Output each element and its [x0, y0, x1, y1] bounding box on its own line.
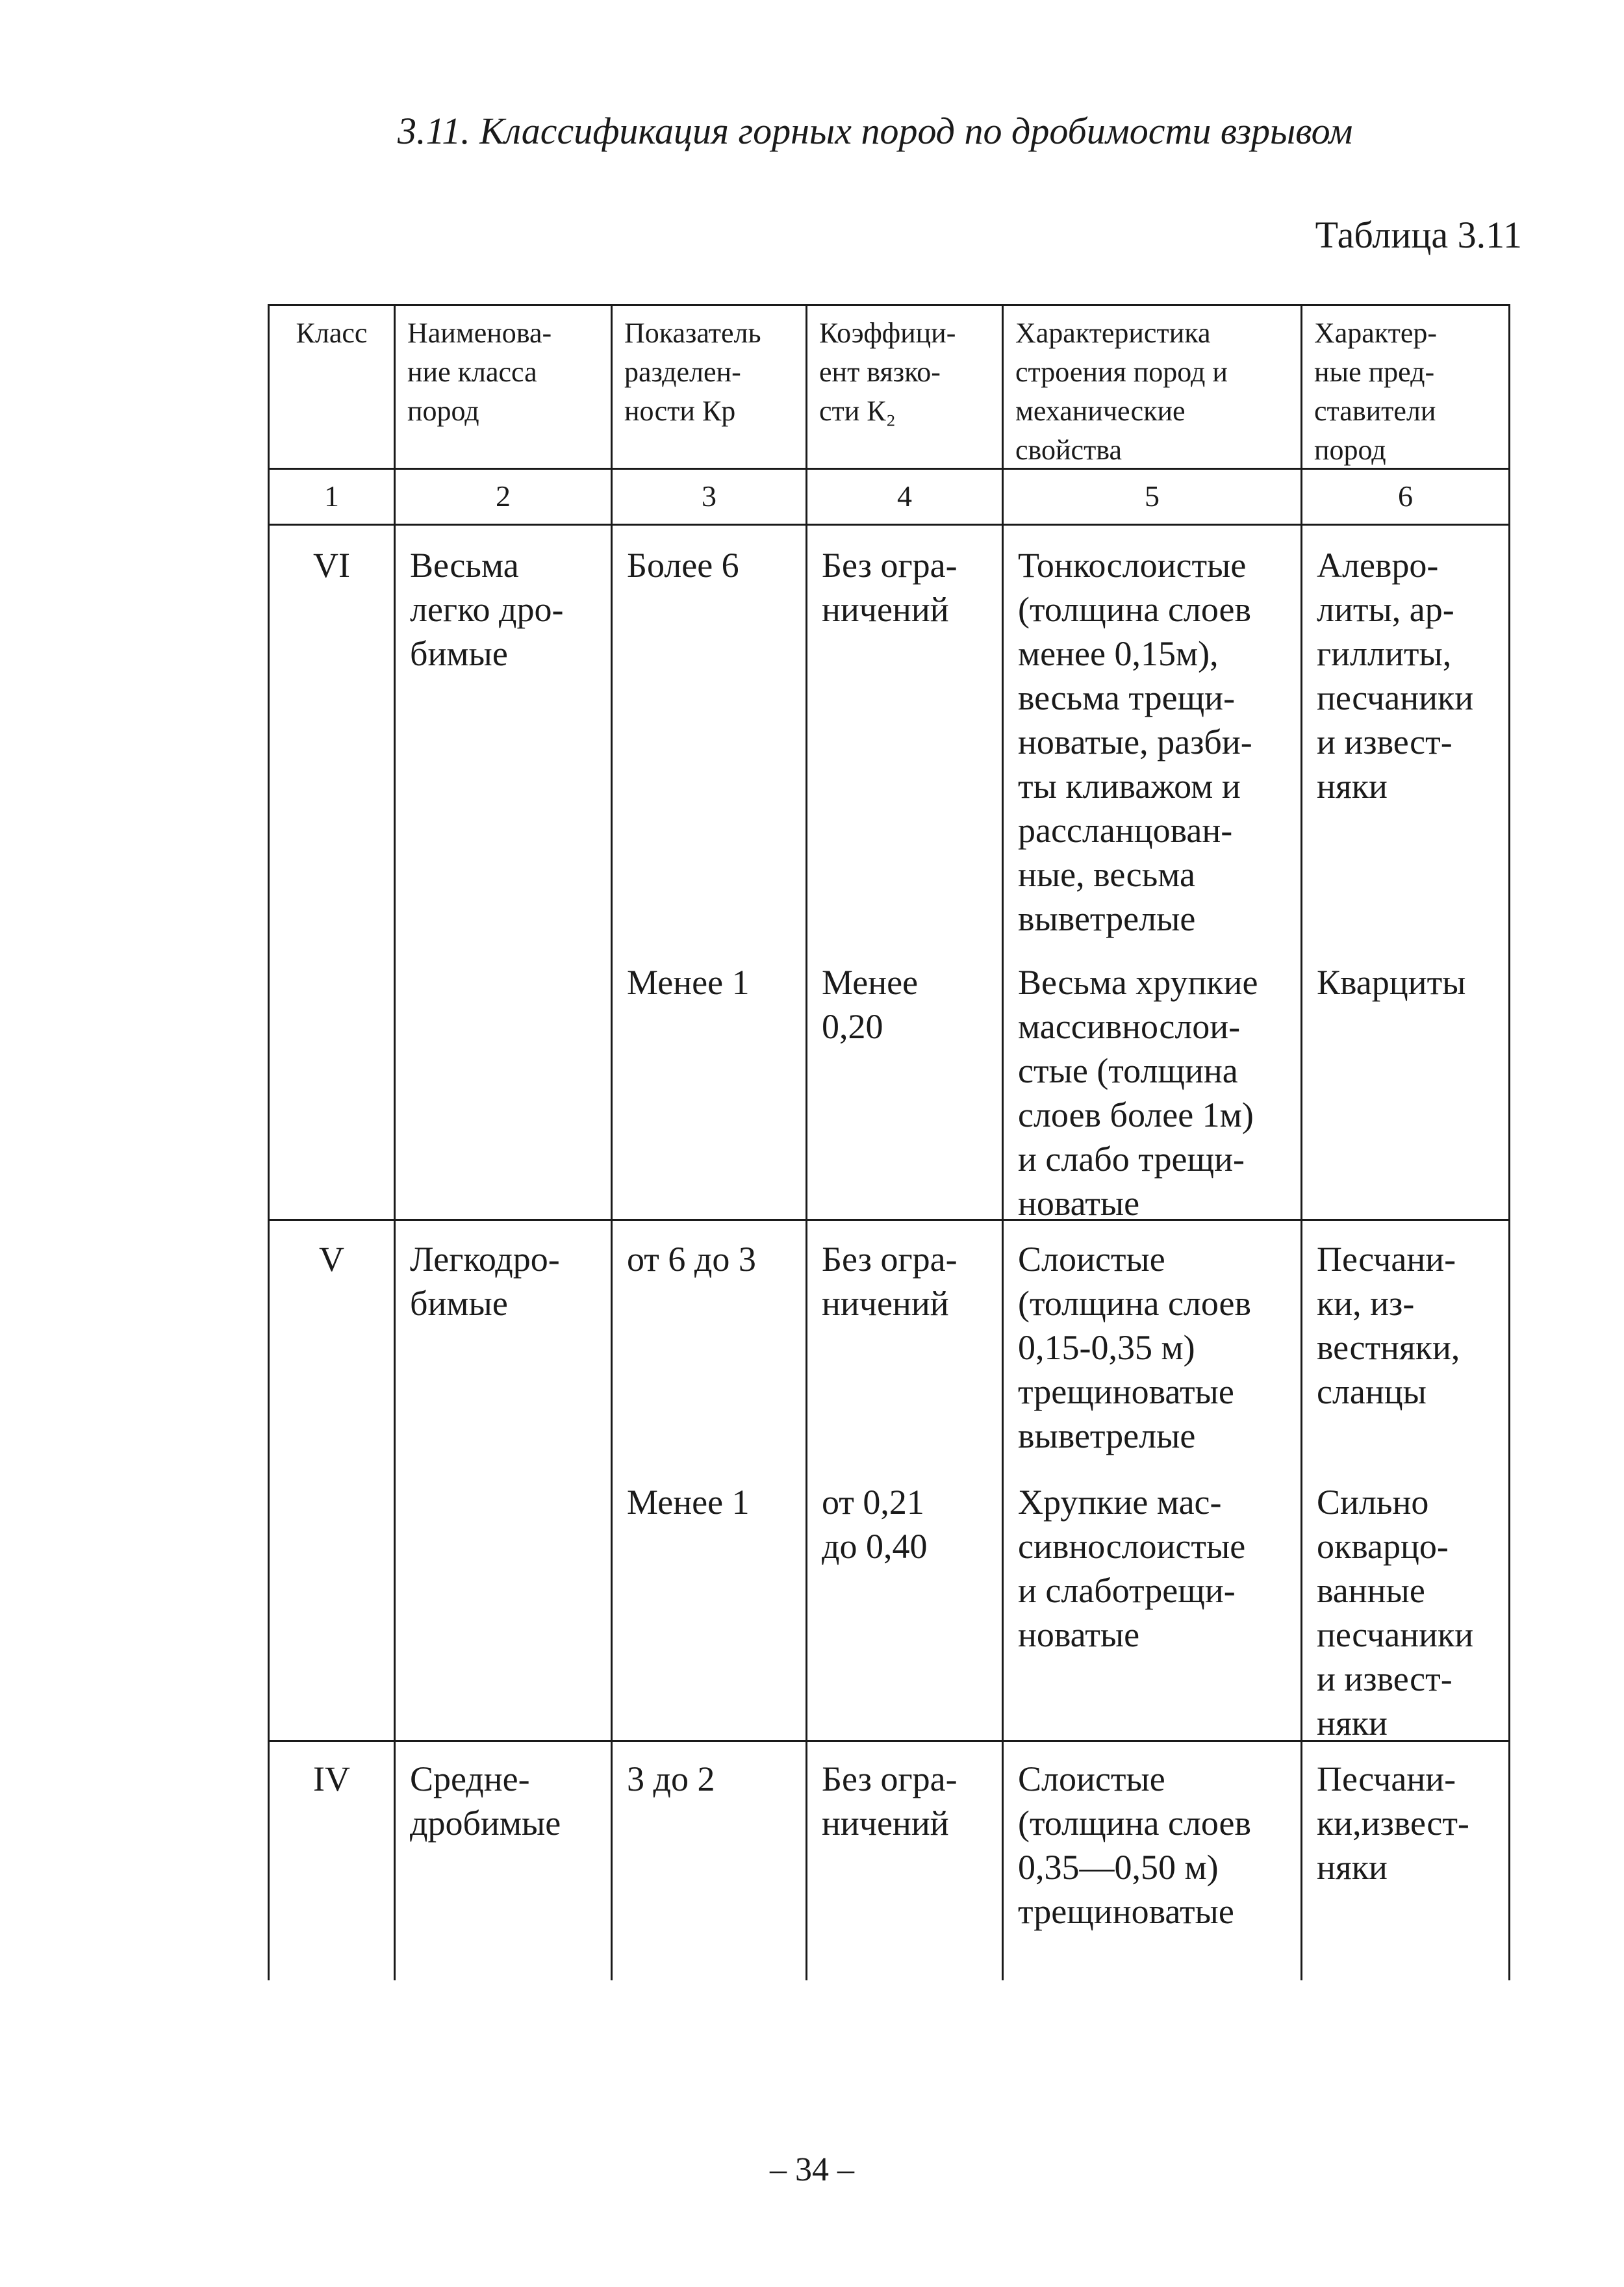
- table-rule: [268, 1219, 1510, 1221]
- class-cell: V: [319, 1240, 344, 1279]
- table-rule: [1508, 304, 1510, 1980]
- header-examples: Характер- ные пред- ставители пород: [1314, 317, 1438, 466]
- class-cell: VI: [313, 546, 350, 585]
- kr-cell: Менее 1: [627, 1483, 750, 1522]
- header-class: Класс: [296, 317, 368, 349]
- k2-cell: от 0,21 до 0,40: [822, 1483, 928, 1566]
- column-number: 6: [1398, 479, 1413, 513]
- header-class-name: Наименова- ние класса пород: [407, 317, 552, 427]
- k2-cell: Менее 0,20: [822, 963, 919, 1046]
- characteristics-cell: Весьма хрупкие массивнослои- стые (толщина слоев более 1м) и слабо трещи- новатые: [1018, 963, 1258, 1223]
- class-cell: IV: [313, 1759, 350, 1798]
- table-label: Таблица 3.11: [1315, 214, 1522, 256]
- column-number: 3: [702, 479, 717, 513]
- column-number: 5: [1145, 479, 1160, 513]
- classification-table: [268, 304, 1534, 1980]
- k2-cell: Без огра- ничений: [822, 1240, 958, 1323]
- header-kr: Показатель разделен- ности Кр: [624, 317, 761, 427]
- class-name-cell: Легкодро- бимые: [410, 1240, 560, 1323]
- examples-cell: Песчани- ки,извест- няки: [1317, 1759, 1469, 1887]
- characteristics-cell: Слоистые (толщина слоев 0,15-0,35 м) трещиноватые выветрелые: [1018, 1240, 1251, 1455]
- header-k2: Коэффици- ент вязко- сти К₂: [819, 317, 956, 427]
- kr-cell: от 6 до 3: [627, 1240, 756, 1279]
- examples-cell: Песчани- ки, из- вестняки, сланцы: [1317, 1240, 1460, 1411]
- examples-cell: Алевро- литы, ар- гиллиты, песчаники и извест- няки: [1317, 546, 1474, 806]
- examples-cell: Кварциты: [1317, 963, 1466, 1002]
- column-number: 2: [496, 479, 511, 513]
- column-number: 4: [897, 479, 912, 513]
- header-characteristics: Характеристика строения пород и механические свойства: [1015, 317, 1228, 466]
- section-heading: 3.11. Классификация горных пород по дробимости взрывом: [398, 110, 1353, 152]
- examples-cell: Сильно окварцо- ванные песчаники и извест- няки: [1317, 1483, 1474, 1743]
- characteristics-cell: Слоистые (толщина слоев 0,35—0,50 м) трещиноватые: [1018, 1759, 1251, 1931]
- k2-cell: Без огра- ничений: [822, 1759, 958, 1843]
- kr-cell: Более 6: [627, 546, 739, 585]
- table-rule: [268, 524, 1510, 526]
- class-name-cell: Средне- дробимые: [410, 1759, 561, 1843]
- page-number: – 34 –: [770, 2151, 854, 2188]
- k2-cell: Без огра- ничений: [822, 546, 958, 629]
- characteristics-cell: Хрупкие мас- сивнослоистые и слаботрещи- новатые: [1018, 1483, 1246, 1654]
- kr-cell: Менее 1: [627, 963, 750, 1002]
- column-number: 1: [324, 479, 339, 513]
- class-name-cell: Весьма легко дро- бимые: [410, 546, 564, 673]
- kr-cell: 3 до 2: [627, 1759, 715, 1798]
- characteristics-cell: Тонкослоистые (толщина слоев менее 0,15м), весьма трещи- новатые, разби- ты кливажом и рассланцован- ные, весьма выветрелые: [1018, 546, 1252, 938]
